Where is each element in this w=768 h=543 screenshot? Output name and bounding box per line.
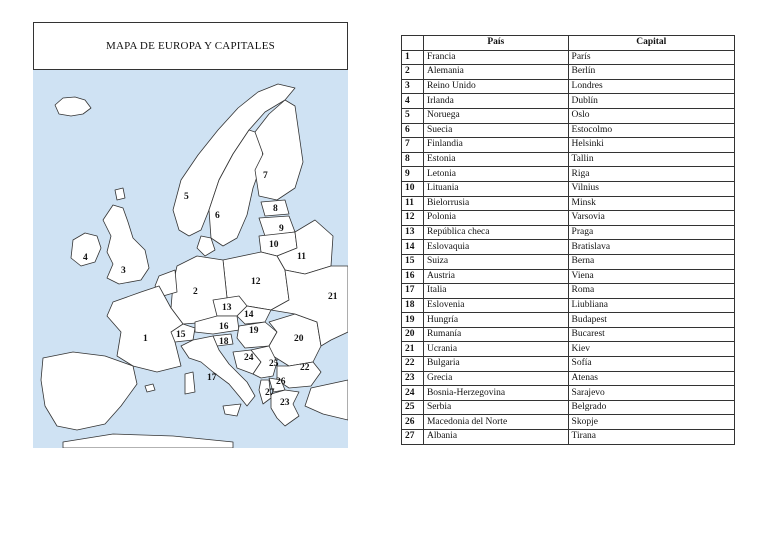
row-number: 9 bbox=[402, 167, 424, 182]
map-label-3: 3 bbox=[121, 266, 126, 276]
island-shape bbox=[115, 188, 125, 200]
table-row bbox=[402, 327, 735, 342]
table-row bbox=[402, 138, 735, 153]
row-country: Bielorrusia bbox=[423, 196, 568, 211]
table-row bbox=[402, 65, 735, 80]
map-label-22: 22 bbox=[300, 363, 310, 373]
iceland-shape bbox=[55, 97, 91, 116]
table-row bbox=[402, 167, 735, 182]
row-number: 11 bbox=[402, 196, 424, 211]
row-country: Austria bbox=[423, 269, 568, 284]
balearic-shape bbox=[145, 384, 155, 392]
row-country: Eslovenia bbox=[423, 298, 568, 313]
row-number: 5 bbox=[402, 108, 424, 123]
row-number: 24 bbox=[402, 386, 424, 401]
row-capital: Riga bbox=[568, 167, 734, 182]
row-country: Letonia bbox=[423, 167, 568, 182]
row-capital: París bbox=[568, 50, 734, 65]
row-country: Francia bbox=[423, 50, 568, 65]
row-number: 23 bbox=[402, 371, 424, 386]
row-capital: Berlín bbox=[568, 65, 734, 80]
map-label-8: 8 bbox=[273, 204, 278, 214]
north-africa-shape bbox=[63, 434, 233, 448]
table-row bbox=[402, 152, 735, 167]
row-country: Reino Unido bbox=[423, 79, 568, 94]
map-label-25: 25 bbox=[269, 359, 279, 369]
row-country: Bosnia-Herzegovina bbox=[423, 386, 568, 401]
map-label-19: 19 bbox=[249, 326, 259, 336]
table-row bbox=[402, 269, 735, 284]
row-capital: Minsk bbox=[568, 196, 734, 211]
map-label-24: 24 bbox=[244, 353, 254, 363]
row-country: Polonia bbox=[423, 211, 568, 226]
map-label-4: 4 bbox=[83, 253, 88, 263]
table-row bbox=[402, 211, 735, 226]
table-row bbox=[402, 108, 735, 123]
table-row bbox=[402, 50, 735, 65]
row-number: 27 bbox=[402, 430, 424, 445]
row-capital: Estocolmo bbox=[568, 123, 734, 138]
row-number: 6 bbox=[402, 123, 424, 138]
table-row bbox=[402, 400, 735, 415]
map-label-2: 2 bbox=[193, 287, 198, 297]
table-row bbox=[402, 313, 735, 328]
row-capital: Skopje bbox=[568, 415, 734, 430]
row-country: Grecia bbox=[423, 371, 568, 386]
row-capital: Sofía bbox=[568, 357, 734, 372]
table-header-row bbox=[402, 36, 735, 51]
header-country: País bbox=[423, 36, 568, 51]
row-number: 25 bbox=[402, 400, 424, 415]
row-number: 1 bbox=[402, 50, 424, 65]
row-country: Eslovaquia bbox=[423, 240, 568, 255]
map-label-5: 5 bbox=[184, 192, 189, 202]
sicily-shape bbox=[223, 404, 241, 416]
header-capital: Capital bbox=[568, 36, 734, 51]
table-row bbox=[402, 123, 735, 138]
row-country: Rumanía bbox=[423, 327, 568, 342]
map-label-16: 16 bbox=[219, 322, 229, 332]
map-label-20: 20 bbox=[294, 334, 304, 344]
row-capital: Kiev bbox=[568, 342, 734, 357]
map-title-box bbox=[33, 22, 348, 70]
row-capital: Tallin bbox=[568, 152, 734, 167]
row-number: 14 bbox=[402, 240, 424, 255]
table-row bbox=[402, 415, 735, 430]
map-label-11: 11 bbox=[297, 252, 306, 262]
row-capital: Atenas bbox=[568, 371, 734, 386]
iberia-shape bbox=[41, 352, 137, 430]
map-label-6: 6 bbox=[215, 211, 220, 221]
row-country: Italia bbox=[423, 284, 568, 299]
row-country: Alemania bbox=[423, 65, 568, 80]
row-number: 8 bbox=[402, 152, 424, 167]
map-label-1: 1 bbox=[143, 334, 148, 344]
row-number: 18 bbox=[402, 298, 424, 313]
row-capital: Bucarest bbox=[568, 327, 734, 342]
map-label-13: 13 bbox=[222, 303, 232, 313]
row-country: Serbia bbox=[423, 400, 568, 415]
row-capital: Liubliana bbox=[568, 298, 734, 313]
row-capital: Praga bbox=[568, 225, 734, 240]
map-label-23: 23 bbox=[280, 398, 290, 408]
map-label-26: 26 bbox=[276, 377, 286, 387]
row-capital: Berna bbox=[568, 254, 734, 269]
europe-map-svg bbox=[33, 70, 348, 448]
row-capital: Sarajevo bbox=[568, 386, 734, 401]
row-capital: Budapest bbox=[568, 313, 734, 328]
row-country: Hungría bbox=[423, 313, 568, 328]
map-label-18: 18 bbox=[219, 337, 229, 347]
table-body bbox=[402, 50, 735, 444]
row-number: 19 bbox=[402, 313, 424, 328]
row-country: Estonia bbox=[423, 152, 568, 167]
table-row bbox=[402, 342, 735, 357]
row-capital: Londres bbox=[568, 79, 734, 94]
table-row bbox=[402, 196, 735, 211]
row-number: 4 bbox=[402, 94, 424, 109]
table-row bbox=[402, 94, 735, 109]
row-country: Finlandia bbox=[423, 138, 568, 153]
row-number: 22 bbox=[402, 357, 424, 372]
row-number: 10 bbox=[402, 181, 424, 196]
sardinia-shape bbox=[185, 372, 195, 394]
row-capital: Viena bbox=[568, 269, 734, 284]
row-country: Noruega bbox=[423, 108, 568, 123]
map-label-14: 14 bbox=[244, 310, 254, 320]
map-label-7: 7 bbox=[263, 171, 268, 181]
row-number: 13 bbox=[402, 225, 424, 240]
map-title: MAPA DE EUROPA Y CAPITALES bbox=[106, 40, 275, 52]
country-23-shape bbox=[271, 390, 299, 426]
table-row bbox=[402, 254, 735, 269]
row-number: 17 bbox=[402, 284, 424, 299]
row-capital: Tirana bbox=[568, 430, 734, 445]
row-country: Ucrania bbox=[423, 342, 568, 357]
map-label-15: 15 bbox=[176, 330, 186, 340]
row-number: 7 bbox=[402, 138, 424, 153]
header-number bbox=[402, 36, 424, 51]
row-number: 16 bbox=[402, 269, 424, 284]
table-row bbox=[402, 430, 735, 445]
row-country: República checa bbox=[423, 225, 568, 240]
row-country: Irlanda bbox=[423, 94, 568, 109]
capitals-table bbox=[401, 35, 735, 445]
row-country: Albania bbox=[423, 430, 568, 445]
table-row bbox=[402, 357, 735, 372]
table-row bbox=[402, 79, 735, 94]
row-number: 3 bbox=[402, 79, 424, 94]
map-label-9: 9 bbox=[279, 224, 284, 234]
row-number: 15 bbox=[402, 254, 424, 269]
row-number: 21 bbox=[402, 342, 424, 357]
table-row bbox=[402, 298, 735, 313]
row-capital: Dublín bbox=[568, 94, 734, 109]
row-country: Macedonia del Norte bbox=[423, 415, 568, 430]
table-row bbox=[402, 371, 735, 386]
row-capital: Belgrado bbox=[568, 400, 734, 415]
map-label-17: 17 bbox=[207, 373, 217, 383]
row-country: Suiza bbox=[423, 254, 568, 269]
map-label-27: 27 bbox=[265, 388, 275, 398]
row-capital: Bratislava bbox=[568, 240, 734, 255]
europe-map bbox=[33, 70, 348, 448]
table-row bbox=[402, 181, 735, 196]
row-number: 12 bbox=[402, 211, 424, 226]
table-row bbox=[402, 225, 735, 240]
map-label-10: 10 bbox=[269, 240, 279, 250]
table-row bbox=[402, 386, 735, 401]
table-row bbox=[402, 284, 735, 299]
map-label-12: 12 bbox=[251, 277, 261, 287]
row-capital: Helsinki bbox=[568, 138, 734, 153]
row-capital: Vilnius bbox=[568, 181, 734, 196]
row-capital: Varsovia bbox=[568, 211, 734, 226]
row-country: Lituania bbox=[423, 181, 568, 196]
table-row bbox=[402, 240, 735, 255]
row-country: Suecia bbox=[423, 123, 568, 138]
row-capital: Oslo bbox=[568, 108, 734, 123]
row-number: 26 bbox=[402, 415, 424, 430]
row-number: 2 bbox=[402, 65, 424, 80]
row-country: Bulgaria bbox=[423, 357, 568, 372]
row-number: 20 bbox=[402, 327, 424, 342]
map-label-21: 21 bbox=[328, 292, 338, 302]
row-capital: Roma bbox=[568, 284, 734, 299]
country-3-shape bbox=[103, 205, 149, 284]
